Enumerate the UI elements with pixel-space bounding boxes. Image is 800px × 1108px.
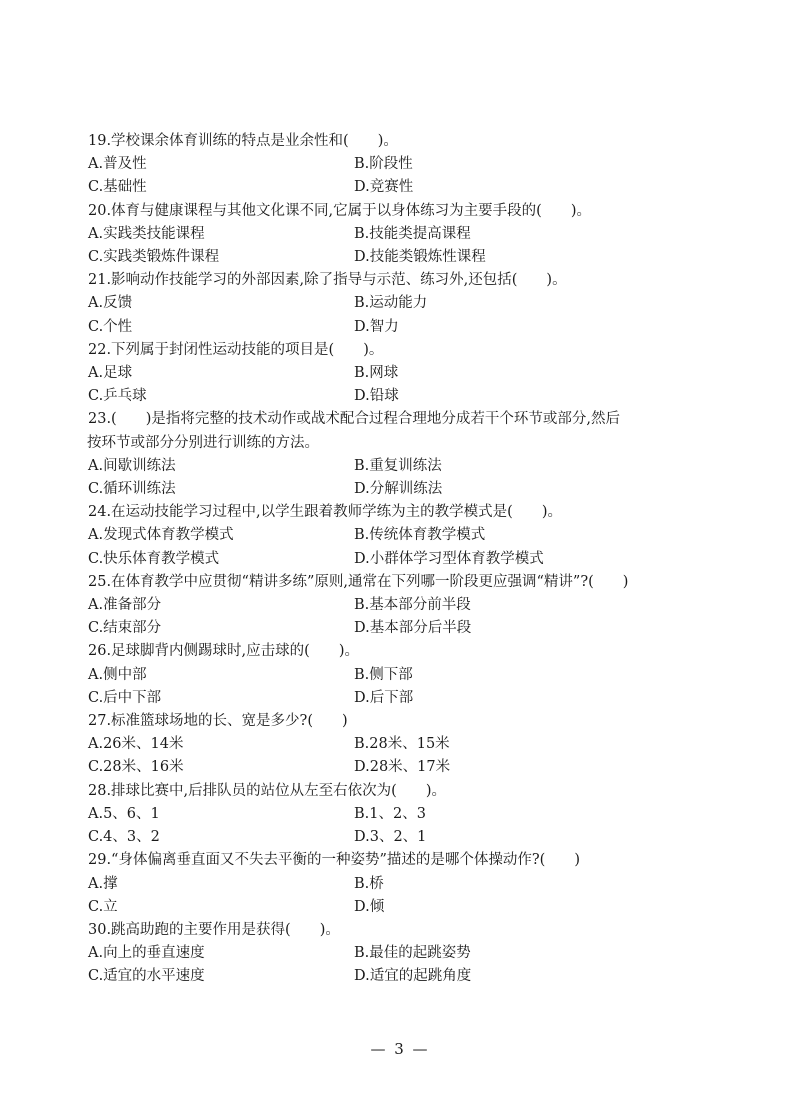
option-a: A.准备部分 <box>88 597 162 614</box>
option-c: C.快乐体育教学模式 <box>88 550 220 567</box>
page-number: — 3 — <box>370 1040 430 1058</box>
option-d: D.基本部分后半段 <box>354 620 472 637</box>
question-text: 22.下列属于封闭性运动技能的项目是( )。 <box>88 341 384 358</box>
question-text: 29.“身体偏离垂直面又不失去平衡的一种姿势”描述的是哪个体操动作?( ) <box>88 852 580 869</box>
option-b: B.最佳的起跳姿势 <box>354 945 471 962</box>
question-25 <box>88 571 688 641</box>
option-b: B.基本部分前半段 <box>354 597 471 614</box>
option-a: A.发现式体育教学模式 <box>88 527 234 544</box>
option-c: C.实践类锻炼件课程 <box>88 249 220 266</box>
option-c: C.循环训练法 <box>88 481 176 498</box>
options <box>88 594 688 640</box>
option-b: B.技能类提高课程 <box>354 225 471 242</box>
options <box>88 362 688 408</box>
question-text: 30.跳高助跑的主要作用是获得( )。 <box>88 921 340 938</box>
options <box>88 223 688 269</box>
option-c: C.基础性 <box>88 179 147 196</box>
question-text: 27.标准篮球场地的长、宽是多少?( ) <box>88 713 348 730</box>
option-a: A.撑 <box>88 875 118 892</box>
question-text: 20.体育与健康课程与其他文化课不同,它属于以身体练习为主要手段的( )。 <box>88 202 591 219</box>
option-a: A.向上的垂直速度 <box>88 945 205 962</box>
option-b: B.传统体育教学模式 <box>354 527 486 544</box>
option-c: C.后中下部 <box>88 689 162 706</box>
options <box>88 664 688 710</box>
option-b: B.网球 <box>354 365 399 382</box>
option-b: B.侧下部 <box>354 666 413 683</box>
option-c: C.乒乓球 <box>88 388 147 405</box>
option-a: A.足球 <box>88 365 133 382</box>
question-text: 21.影响动作技能学习的外部因素,除了指导与示范、练习外,还包括( )。 <box>88 272 567 289</box>
option-a: A.26米、14米 <box>88 736 184 753</box>
option-c: C.结束部分 <box>88 620 162 637</box>
option-d: D.倾 <box>354 898 385 915</box>
option-b: B.1、2、3 <box>354 805 426 822</box>
option-d: D.分解训练法 <box>354 481 443 498</box>
option-d: D.28米、17米 <box>354 759 451 776</box>
options <box>88 153 688 199</box>
question-text: 19.学校课余体育训练的特点是业余性和( )。 <box>88 133 398 149</box>
option-d: D.技能类锻炼性课程 <box>354 249 486 266</box>
option-d: D.智力 <box>354 318 399 335</box>
option-d: D.铅球 <box>354 388 399 405</box>
question-list <box>88 130 688 989</box>
question-22 <box>88 339 688 409</box>
question-text-line2: 按环节或部分分别进行训练的方法。 <box>87 434 319 451</box>
question-30 <box>88 919 688 989</box>
question-20 <box>88 200 688 270</box>
option-a: A.5、6、1 <box>88 805 160 822</box>
question-26 <box>88 640 688 710</box>
question-text: 26.足球脚背内侧踢球时,应击球的( )。 <box>88 643 359 660</box>
option-a: A.反馈 <box>88 295 133 312</box>
question-23 <box>88 408 688 501</box>
option-b: B.28米、15米 <box>354 736 450 753</box>
option-a: A.实践类技能课程 <box>88 225 205 242</box>
option-a: A.普及性 <box>88 156 147 173</box>
question-21 <box>88 269 688 339</box>
option-d: D.后下部 <box>354 689 414 706</box>
options <box>88 733 688 779</box>
options <box>88 524 688 570</box>
option-c: C.适宜的水平速度 <box>88 968 205 985</box>
question-text-line1: 23.( )是指将完整的技术动作或战术配合过程合理地分成若干个环节或部分,然后 <box>88 411 620 428</box>
options <box>88 803 688 849</box>
option-c: C.4、3、2 <box>88 829 160 846</box>
question-28 <box>88 780 688 850</box>
question-text <box>88 408 688 431</box>
question-29 <box>88 849 688 919</box>
question-text: 28.排球比赛中,后排队员的站位从左至右依次为( )。 <box>88 782 446 799</box>
options <box>88 455 688 501</box>
question-text: 25.在体育教学中应贯彻“精讲多练”原则,通常在下列哪一阶段更应强调“精讲”?( ) <box>88 573 629 590</box>
options <box>88 873 688 919</box>
options <box>88 942 688 988</box>
option-b: B.运动能力 <box>354 295 428 312</box>
option-c: C.28米、16米 <box>88 759 184 776</box>
option-d: D.3、2、1 <box>354 829 427 846</box>
question-text: 24.在运动技能学习过程中,以学生跟着教师学练为主的教学模式是( )。 <box>88 504 562 521</box>
option-b: B.阶段性 <box>354 156 413 173</box>
option-c: C.个性 <box>88 318 133 335</box>
option-b: B.桥 <box>354 875 384 892</box>
option-c: C.立 <box>88 898 118 915</box>
question-27 <box>88 710 688 780</box>
option-a: A.侧中部 <box>88 666 147 683</box>
option-d: D.小群体学习型体育教学模式 <box>354 550 544 567</box>
option-d: D.竞赛性 <box>354 179 414 196</box>
question-24 <box>88 501 688 571</box>
options <box>88 292 688 338</box>
option-a: A.间歇训练法 <box>88 457 176 474</box>
question-19 <box>88 130 688 200</box>
option-b: B.重复训练法 <box>354 457 442 474</box>
option-d: D.适宜的起跳角度 <box>354 968 472 985</box>
